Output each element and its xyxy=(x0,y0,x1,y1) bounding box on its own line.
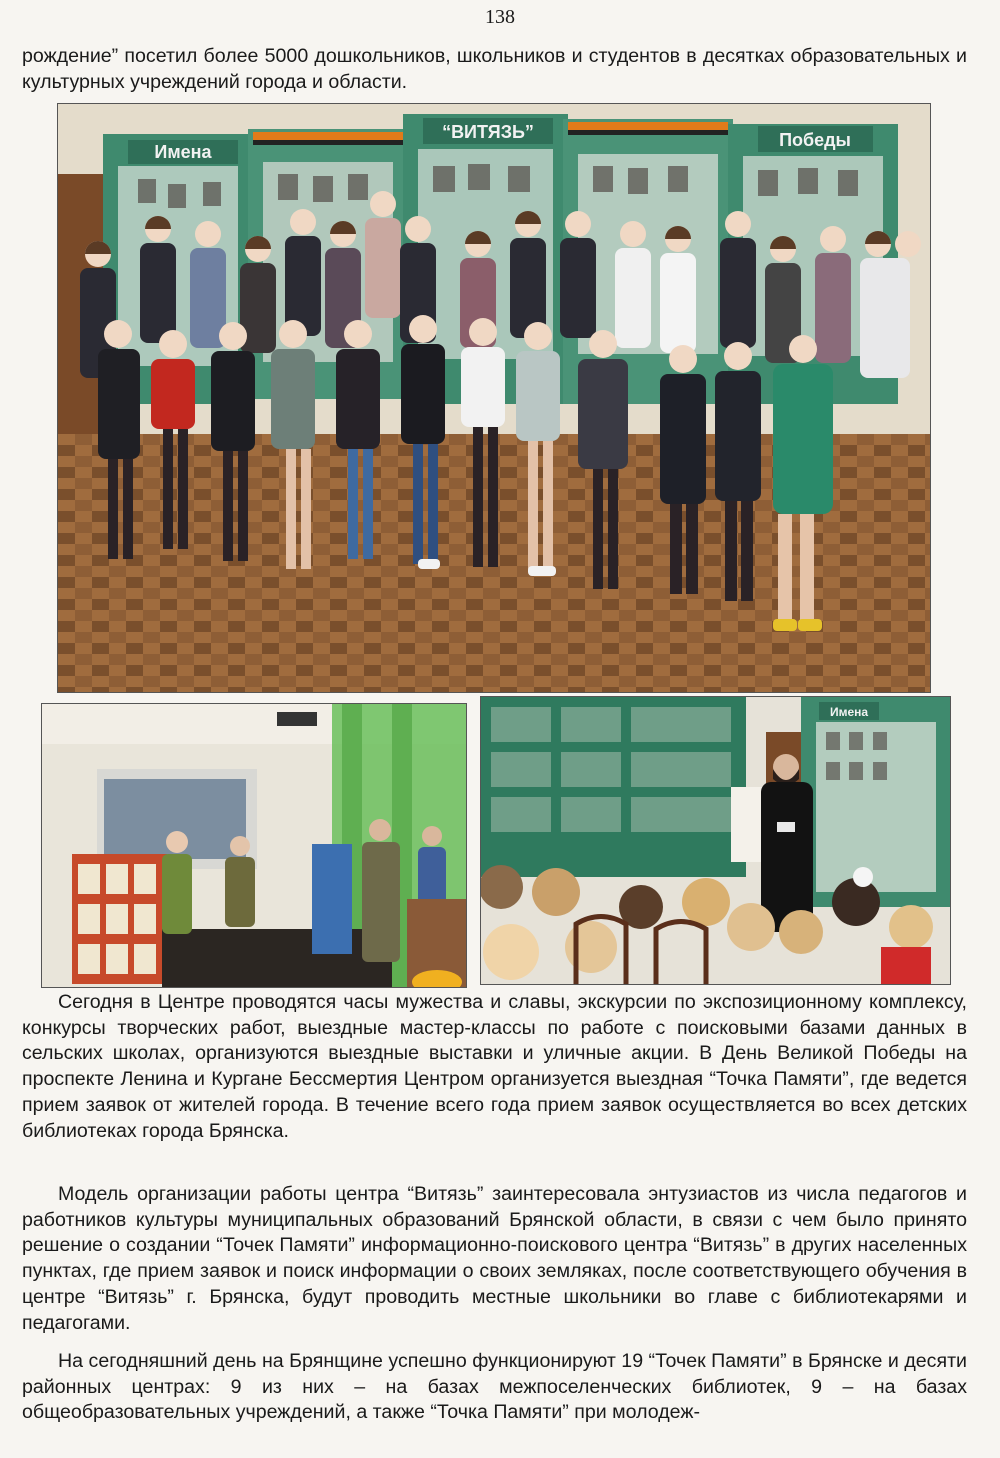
paragraph-points-of-memory: На сегодняшний день на Брянщине успешно функционируют 19 “Точек Памяти” в Брянске и десяти районных центрах: 9 из них – на базах межпоселенческих библиотек, 9 – на базах общеобразовательных учреждений, а также “Точка Памяти” при молодеж- xyxy=(22,1350,967,1424)
exhibition-photo xyxy=(41,703,467,988)
exhibition-photo-drawing xyxy=(42,704,466,987)
sign-vityaz: “ВИТЯЗЬ” xyxy=(442,122,534,142)
paragraph-activities: Сегодня в Центре проводятся часы мужества и славы, экскурсии по экспозиционному комплексу, конкурсы творческих работ, выездные мастер-классы по работе с поисковыми базами данных в сельских школах, организуются выездные выставки и уличные акции. В День Великой Победы на проспекте Ленина и Кургане Бессмертия Центром организуется выездная “Точка Памяти”, где ведется прием заявок от жителей города. В течение всего года прием заявок осуществляется во всех детских библиотеках города Брянска. xyxy=(22,991,967,1142)
sign-names-small: Имена xyxy=(829,705,869,719)
sign-pobedy: Победы xyxy=(779,130,851,150)
group-photo xyxy=(57,103,931,693)
sign-names: Имена xyxy=(154,142,212,162)
paragraph-model: Модель организации работы центра “Витязь” заинтересовала энтузиастов из числа педагогов и работников культуры муниципальных образований Брянской области, в связи с чем было принято решение о создании “Точек Памяти” информационно-поискового центра “Витязь” в других населенных пунктах, где прием заявок и поиск информации о своих земляках, после соответствующего обучения в центре “Витязь” г. Брянска, будут проводить местные школьники во главе с библиотекарями и педагогами. xyxy=(22,1183,967,1334)
paragraph-continuation: рождение” посетил более 5000 дошкольников, школьников и студентов в десятках образовательных и культурных учреждений города и области. xyxy=(22,45,967,93)
lecture-photo-drawing xyxy=(481,697,950,984)
lecture-photo xyxy=(480,696,951,985)
page-number: 138 xyxy=(485,6,515,28)
group-photo-drawing xyxy=(58,104,930,692)
